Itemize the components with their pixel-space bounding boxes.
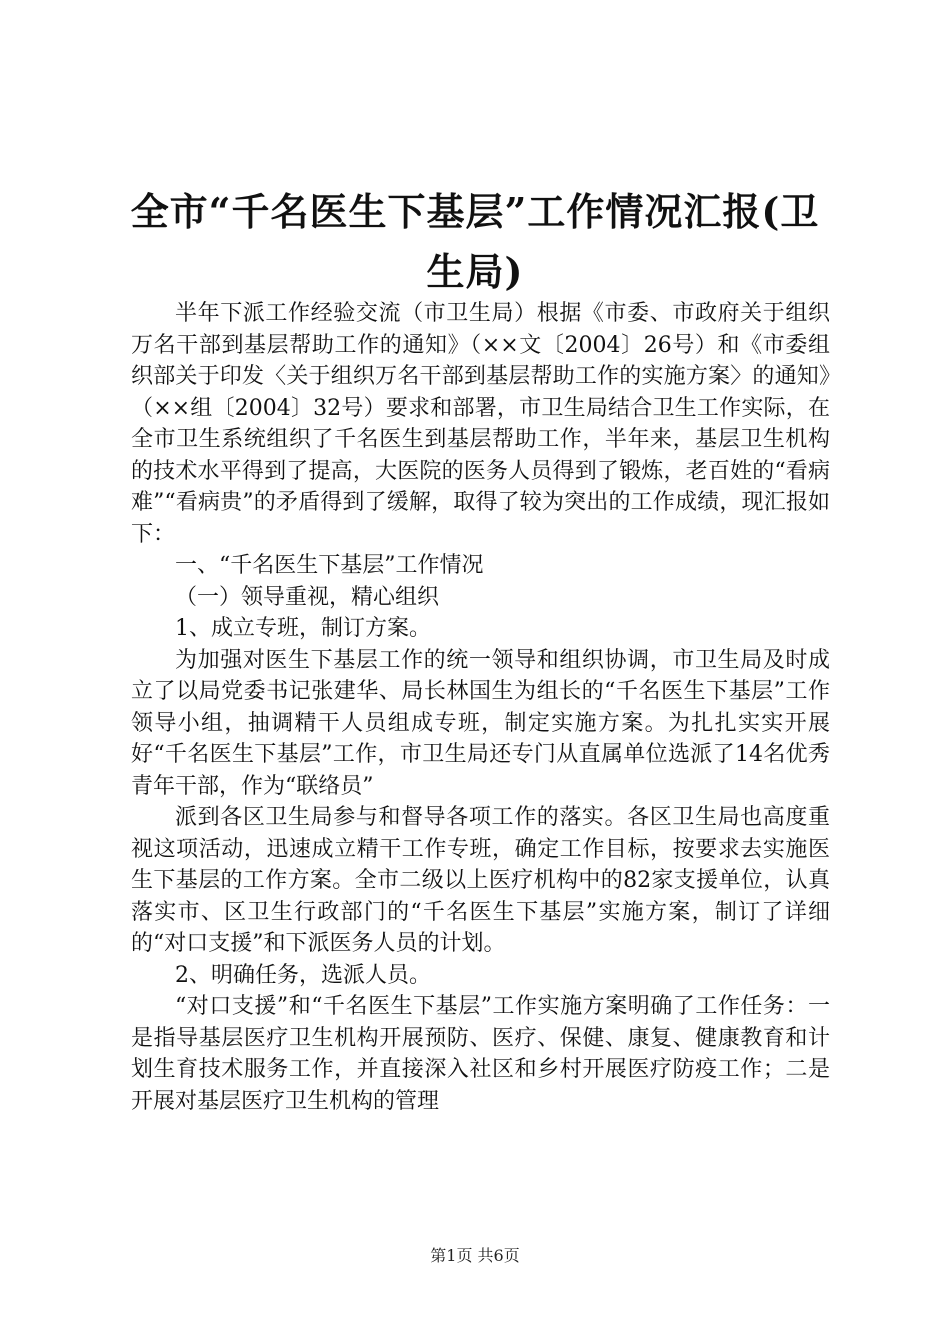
item-heading-2: 2、明确任务，选派人员。	[175, 962, 431, 988]
item-heading-1: 1、成立专班，制订方案。	[175, 616, 431, 641]
paragraph-intro: 半年下派工作经验交流（市卫生局）根据《市委、市政府关于组织万名干部到基层帮助工作的通知》（××文〔2004〕26号）和《市委组织部关于印发〈关于组织万名干部到基层帮助工作的实施方案〉的通知》（××组〔2004〕32号）要求和部署，市卫生局结合卫生工作实际，在全市卫生系统组织了千名医生到基层帮助工作，半年来，基层卫生机构的技术水平得到了提高，大医院的医务人员得到了锻炼，老百姓的“看病难”“看病贵”的矛盾得到了缓解，取得了较为突出的工作成绩，现汇报如下：	[131, 301, 830, 547]
page-footer: 第1页 共6页	[430, 1246, 520, 1265]
paragraph-districts: 派到各区卫生局参与和督导各项工作的落实。各区卫生局也高度重视这项活动，迅速成立精干工作专班，确定工作目标，按要求去实施医生下基层的工作方案。全市二级以上医疗机构中的82家支援单位，认真落实市、区卫生行政部门的“千名医生下基层”实施方案，制订了详细的“对口支援”和下派医务人员的计划。	[131, 805, 830, 956]
section-heading-1: 一、“千名医生下基层”工作情况	[175, 553, 484, 578]
document-title: 全市“千名医生下基层”工作情况汇报(卫生局)	[130, 189, 820, 294]
subsection-heading-1: （一）领导重视，精心组织	[175, 584, 440, 610]
paragraph-leadership: 为加强对医生下基层工作的统一领导和组织协调，市卫生局及时成立了以局党委书记张建华、局长林国生为组长的“千名医生下基层”工作领导小组，抽调精干人员组成专班，制定实施方案。为扎扎实实开展好“千名医生下基层”工作，市卫生局还专门从直属单位选派了14名优秀青年干部，作为“联络员”	[131, 647, 830, 799]
paragraph-tasks: “对口支援”和“千名医生下基层”工作实施方案明确了工作任务：一是指导基层医疗卫生机构开展预防、医疗、保健、康复、健康教育和计划生育技术服务工作，并直接深入社区和乡村开展医疗防疫工作；二是开展对基层医疗卫生机构的管理	[131, 994, 830, 1114]
document-body	[131, 298, 830, 1117]
